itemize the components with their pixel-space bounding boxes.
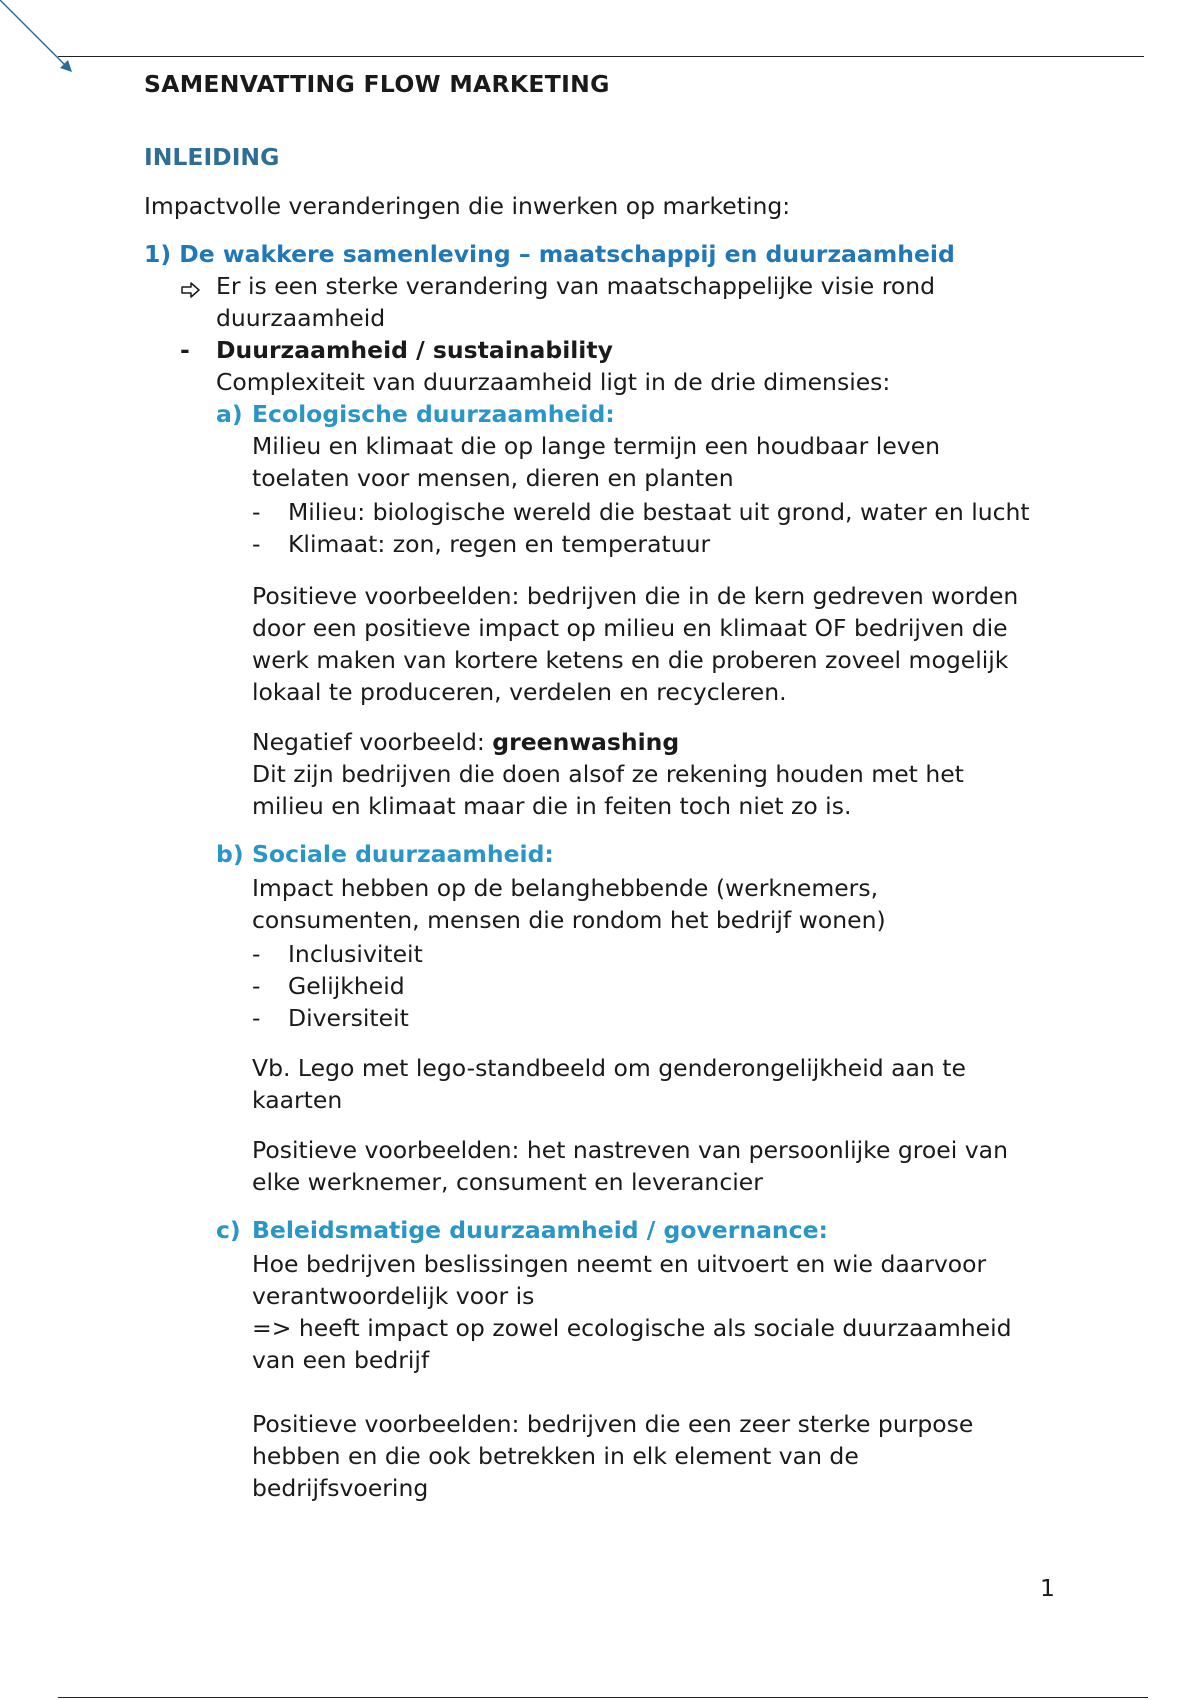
header-rule xyxy=(58,56,1144,57)
social-letter: b) xyxy=(216,840,244,868)
governance-description: verantwoordelijk voor is xyxy=(252,1282,535,1310)
outline-arrow-icon xyxy=(180,280,202,300)
ecological-positive: door een positieve impact op milieu en klimaat OF bedrijven die xyxy=(252,614,1008,642)
list-dash: - xyxy=(252,972,261,1000)
negative-example-line xyxy=(252,726,679,758)
page-number: 1 xyxy=(1040,1574,1055,1602)
governance-letter: c) xyxy=(216,1216,241,1244)
sustainability-text: Complexiteit van duurzaamheid ligt in de drie dimensies: xyxy=(216,368,891,396)
corner-arrow-icon xyxy=(0,0,80,80)
social-description: consumenten, mensen die rondom het bedrijf wonen) xyxy=(252,906,886,934)
list-item: Gelijkheid xyxy=(288,972,405,1000)
governance-positive: Positieve voorbeelden: bedrijven die een zeer sterke purpose xyxy=(252,1410,974,1438)
list-item: Milieu: biologische wereld die bestaat uit grond, water en lucht xyxy=(288,498,1030,526)
intro-lead: Impactvolle veranderingen die inwerken op marketing: xyxy=(144,192,791,220)
intro-heading: INLEIDING xyxy=(144,143,280,171)
section-1-heading: 1) De wakkere samenleving – maatschappij en duurzaamheid xyxy=(144,240,955,268)
governance-description: Hoe bedrijven beslissingen neemt en uitvoert en wie daarvoor xyxy=(252,1250,987,1278)
social-example: kaarten xyxy=(252,1086,343,1114)
governance-positive: bedrijfsvoering xyxy=(252,1474,429,1502)
ecological-positive: werk maken van kortere ketens en die proberen zoveel mogelijk xyxy=(252,646,1009,674)
list-dash: - xyxy=(252,498,261,526)
governance-description: => heeft impact op zowel ecologische als sociale duurzaamheid xyxy=(252,1314,1012,1342)
social-example: Vb. Lego met lego-standbeeld om genderongelijkheid aan te xyxy=(252,1054,966,1082)
bullet-marker: - xyxy=(180,336,190,364)
sustainability-title: Duurzaamheid / sustainability xyxy=(216,336,613,364)
document-title: SAMENVATTING FLOW MARKETING xyxy=(144,70,610,98)
social-description: Impact hebben op de belanghebbende (werknemers, xyxy=(252,874,879,902)
list-dash: - xyxy=(252,940,261,968)
ecological-positive: lokaal te produceren, verdelen en recycleren. xyxy=(252,678,787,706)
negative-text: Dit zijn bedrijven die doen alsof ze rekening houden met het xyxy=(252,760,964,788)
arrow-point-line: duurzaamheid xyxy=(216,304,386,332)
governance-heading: Beleidsmatige duurzaamheid / governance: xyxy=(252,1216,828,1244)
social-heading: Sociale duurzaamheid: xyxy=(252,840,554,868)
ecological-description: toelaten voor mensen, dieren en planten xyxy=(252,464,734,492)
list-item: Diversiteit xyxy=(288,1004,409,1032)
ecological-letter: a) xyxy=(216,400,243,428)
governance-positive: hebben en die ook betrekken in elk element van de xyxy=(252,1442,859,1470)
ecological-heading: Ecologische duurzaamheid: xyxy=(252,400,615,428)
governance-description: van een bedrijf xyxy=(252,1346,430,1374)
list-item: Klimaat: zon, regen en temperatuur xyxy=(288,530,711,558)
social-positive: Positieve voorbeelden: het nastreven van persoonlijke groei van xyxy=(252,1136,1008,1164)
list-dash: - xyxy=(252,530,261,558)
negative-text: milieu en klimaat maar die in feiten toch niet zo is. xyxy=(252,792,852,820)
list-item: Inclusiviteit xyxy=(288,940,423,968)
ecological-description: Milieu en klimaat die op lange termijn een houdbaar leven xyxy=(252,432,941,460)
arrow-point-line: Er is een sterke verandering van maatschappelijke visie rond xyxy=(216,272,936,300)
social-positive: elke werknemer, consument en leverancier xyxy=(252,1168,763,1196)
ecological-positive: Positieve voorbeelden: bedrijven die in de kern gedreven worden xyxy=(252,582,1019,610)
negative-label: Negatief voorbeeld: xyxy=(252,728,493,756)
footer-rule xyxy=(58,1697,1148,1698)
greenwashing-term: greenwashing xyxy=(492,728,680,756)
list-dash: - xyxy=(252,1004,261,1032)
